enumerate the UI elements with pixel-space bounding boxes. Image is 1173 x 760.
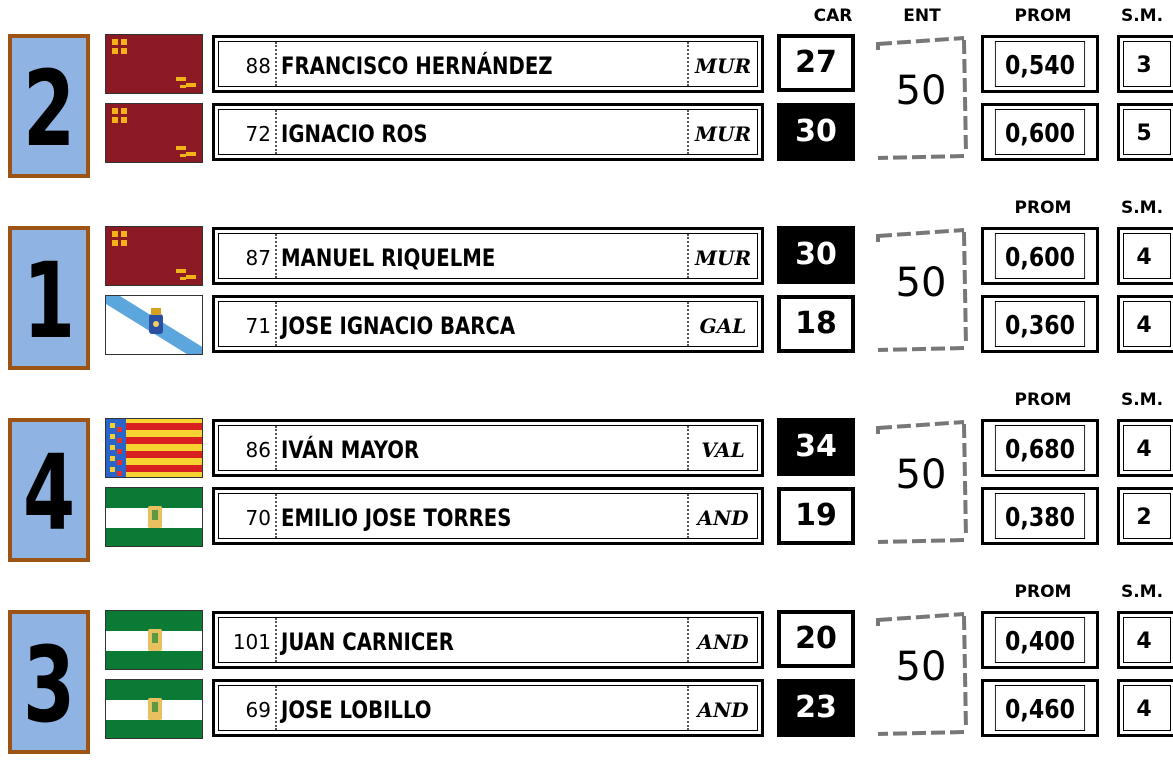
prom-box: [981, 35, 1099, 93]
player-region: AND: [687, 494, 757, 538]
prom-box: [981, 679, 1099, 737]
player-region: MUR: [687, 42, 757, 86]
sm-box: [1117, 487, 1173, 545]
car-score: 30: [777, 226, 855, 284]
player-row: [212, 487, 764, 545]
sm-box: [1117, 419, 1173, 477]
sm-header-3: S.M.: [1120, 390, 1164, 410]
sm-header-1: S.M.: [1120, 6, 1164, 26]
valencia-flag: [105, 418, 203, 478]
sm-value: 4: [1123, 301, 1171, 347]
car-score: 20: [777, 610, 855, 668]
player-number: 70: [219, 494, 277, 538]
prom-value: 0,680: [995, 425, 1085, 471]
match-block: [0, 34, 1173, 184]
player-name: JOSE IGNACIO BARCA: [281, 312, 516, 340]
player-name: FRANCISCO HERNÁNDEZ: [281, 52, 553, 80]
table-number-badge: [8, 418, 90, 562]
player-region: MUR: [687, 110, 757, 154]
prom-value: 0,540: [995, 41, 1085, 87]
player-row: [212, 611, 764, 669]
prom-header-2: PROM: [1014, 198, 1072, 218]
table-number: 3: [22, 624, 76, 746]
prom-box: [981, 103, 1099, 161]
murcia-flag: [105, 103, 203, 163]
sm-box: [1117, 227, 1173, 285]
player-name: EMILIO JOSE TORRES: [281, 504, 512, 532]
prom-header-3: PROM: [1014, 390, 1072, 410]
prom-value: 0,400: [995, 617, 1085, 663]
car-score: 34: [777, 418, 855, 476]
player-number: 86: [219, 426, 277, 470]
murcia-flag: [105, 34, 203, 94]
car-score: 27: [777, 34, 855, 92]
player-row: [212, 419, 764, 477]
player-region: MUR: [687, 234, 757, 278]
sm-value: 4: [1123, 425, 1171, 471]
player-row: [212, 679, 764, 737]
ent-header: ENT: [903, 6, 941, 26]
table-number-badge: [8, 34, 90, 178]
sm-value: 4: [1123, 233, 1171, 279]
sm-value: 5: [1123, 109, 1171, 155]
ent-box: [874, 418, 968, 544]
prom-box: [981, 295, 1099, 353]
andalucia-flag: [105, 679, 203, 739]
player-name: IGNACIO ROS: [281, 120, 428, 148]
andalucia-flag: [105, 487, 203, 547]
player-name: JUAN CARNICER: [281, 628, 454, 656]
murcia-flag: [105, 226, 203, 286]
galicia-flag: [105, 295, 203, 355]
player-number: 88: [219, 42, 277, 86]
table-number-badge: [8, 226, 90, 370]
sm-header-2: S.M.: [1120, 198, 1164, 218]
ent-box: [874, 610, 968, 736]
car-score: 30: [777, 103, 855, 161]
table-number: 1: [22, 240, 76, 362]
table-number: 2: [22, 48, 76, 170]
player-row: [212, 295, 764, 353]
player-number: 87: [219, 234, 277, 278]
sm-box: [1117, 103, 1173, 161]
prom-box: [981, 227, 1099, 285]
prom-box: [981, 611, 1099, 669]
sm-box: [1117, 679, 1173, 737]
ent-value: 50: [895, 644, 947, 690]
player-number: 101: [219, 618, 277, 662]
player-row: [212, 227, 764, 285]
prom-value: 0,380: [995, 493, 1085, 539]
player-region: VAL: [687, 426, 757, 470]
car-score: 23: [777, 679, 855, 737]
prom-value: 0,600: [995, 233, 1085, 279]
sm-value: 4: [1123, 617, 1171, 663]
table-number: 4: [22, 432, 76, 554]
player-name: IVÁN MAYOR: [281, 436, 420, 464]
sm-value: 3: [1123, 41, 1171, 87]
player-name: JOSE LOBILLO: [281, 696, 432, 724]
car-score: 19: [777, 487, 855, 545]
sm-box: [1117, 295, 1173, 353]
prom-header-1: PROM: [1014, 6, 1072, 26]
table-number-badge: [8, 610, 90, 754]
ent-box: [874, 34, 968, 160]
ent-value: 50: [895, 68, 947, 114]
car-score: 18: [777, 295, 855, 353]
match-block: [0, 226, 1173, 376]
sm-header-4: S.M.: [1120, 582, 1164, 602]
prom-header-4: PROM: [1014, 582, 1072, 602]
player-name: MANUEL RIQUELME: [281, 244, 496, 272]
match-block: [0, 610, 1173, 760]
ent-box: [874, 226, 968, 352]
player-region: GAL: [687, 302, 757, 346]
player-number: 71: [219, 302, 277, 346]
player-row: [212, 35, 764, 93]
prom-value: 0,460: [995, 685, 1085, 731]
ent-value: 50: [895, 260, 947, 306]
player-region: AND: [687, 686, 757, 730]
match-block: [0, 418, 1173, 568]
prom-box: [981, 487, 1099, 545]
sm-box: [1117, 35, 1173, 93]
player-number: 69: [219, 686, 277, 730]
prom-value: 0,360: [995, 301, 1085, 347]
player-row: [212, 103, 764, 161]
player-region: AND: [687, 618, 757, 662]
prom-box: [981, 419, 1099, 477]
prom-value: 0,600: [995, 109, 1085, 155]
andalucia-flag: [105, 610, 203, 670]
car-header: CAR: [813, 6, 853, 26]
sm-box: [1117, 611, 1173, 669]
ent-value: 50: [895, 452, 947, 498]
sm-value: 4: [1123, 685, 1171, 731]
player-number: 72: [219, 110, 277, 154]
sm-value: 2: [1123, 493, 1171, 539]
